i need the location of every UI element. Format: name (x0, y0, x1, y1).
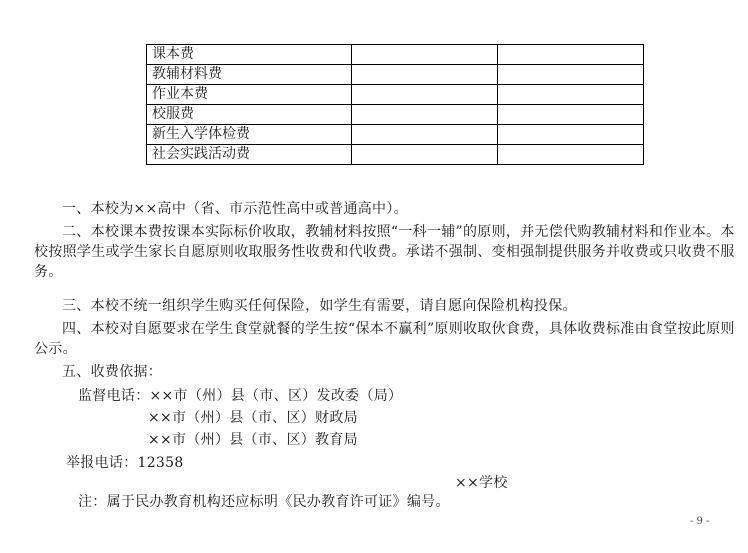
supervision-line-2 (78, 408, 578, 428)
note-paragraph-3: 三、本校不统一组织学生购买任何保险，如学生有需要，请自愿向保险机构投保。 (62, 298, 577, 314)
note-paragraph-5: 五、收费依据： (62, 364, 163, 380)
school-signature: ××学校 (455, 475, 508, 491)
page-number: - 9 - (690, 516, 710, 527)
report-label: 举报电话： (66, 455, 138, 471)
fee-cell (498, 85, 644, 105)
supervision-agency-1: ××市（州）县（市、区）发改委（局） (149, 388, 403, 404)
fee-cell (498, 105, 644, 125)
fee-cell (352, 145, 498, 165)
fee-cell (352, 85, 498, 105)
table-row (147, 125, 644, 145)
table-row (147, 65, 644, 85)
fee-cell (498, 125, 644, 145)
fee-cell (352, 105, 498, 125)
table-row (147, 145, 644, 165)
fee-item-label: 教辅材料费 (147, 65, 352, 85)
fee-item-label: 课本费 (147, 45, 352, 65)
fee-table (146, 44, 644, 165)
fee-cell (498, 145, 644, 165)
supervision-line-3 (78, 430, 578, 450)
supervision-line-1 (78, 386, 578, 406)
fee-item-label: 校服费 (147, 105, 352, 125)
fee-table-body (147, 45, 644, 165)
fee-cell (352, 125, 498, 145)
footnote: 注：属于民办教育机构还应标明《民办教育许可证》编号。 (78, 494, 450, 510)
supervision-agency-2: ××市（州）县（市、区）财政局 (148, 410, 358, 426)
note-paragraph-2: 二、本校课本费按课本实际标价收取，教辅材料按照“一科一辅”的原则，并无偿代购教辅材料和作业本。本校按照学生或学生家长自愿原则收取服务性收费和代收费。承诺不强制、变相强制提供服务并收费或只收费不服务。 (34, 224, 735, 280)
fee-cell (352, 65, 498, 85)
supervision-block (78, 386, 578, 450)
table-row (147, 85, 644, 105)
report-phone: 12358 (137, 455, 184, 471)
fee-item-label: 作业本费 (147, 85, 352, 105)
table-row (147, 45, 644, 65)
table-row (147, 105, 644, 125)
fee-cell (352, 45, 498, 65)
fee-item-label: 新生入学体检费 (147, 125, 352, 145)
report-line (66, 453, 184, 473)
supervision-label: 监督电话： (78, 388, 150, 404)
fee-cell (498, 45, 644, 65)
fee-item-label: 社会实践活动费 (147, 145, 352, 165)
note-paragraph-1: 一、本校为××高中（省、市示范性高中或普通高中）。 (62, 201, 408, 217)
note-paragraph-4: 四、本校对自愿要求在学生食堂就餐的学生按“保本不赢利”原则收取伙食费，具体收费标准由食堂按此原则公示。 (34, 321, 735, 357)
supervision-agency-3: ××市（州）县（市、区）教育局 (148, 432, 358, 448)
fee-cell (498, 65, 644, 85)
